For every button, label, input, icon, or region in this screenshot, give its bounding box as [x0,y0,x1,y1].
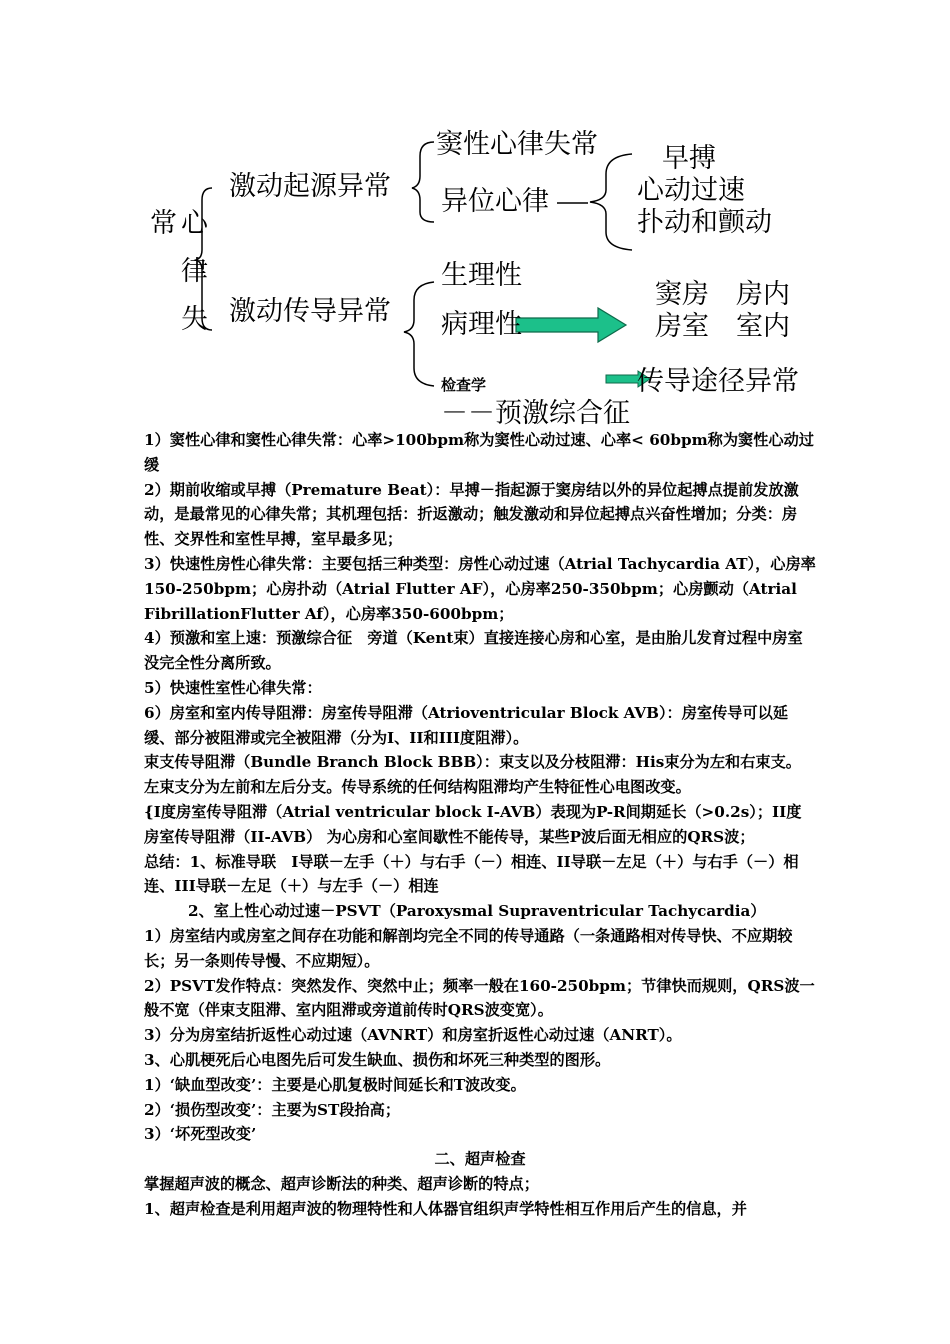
patho-label: 病理性 [441,309,522,340]
section-title: 二、超声检查 [434,1150,526,1169]
paragraph: 6）房室和室内传导阻滞：房室传导阻滞（Atrioventricular Block AVB）：房室传导可以延缓、部分被阻滞或完全被阻滞（分为I、II和III度阻滞）。 [144,703,789,747]
paragraph: 4）预激和室上速：预激综合征 旁道（Kent束）直接连接心房和心室，是由胎儿发育过程中房室没完全性分离所致。 [144,629,803,673]
sa-intra-label: 窦房 房内 [655,279,790,310]
paragraph: 1、超声检查是利用超声波的物理特性和人体器官组织声学特性相互作用后产生的信息，并 [144,1199,747,1218]
conduction-label: 激动传导异常 [229,296,391,327]
preexc-label: －－预激综合征 [441,398,630,429]
paragraph: 1）窦性心律和窦性心律失常：心率>100bpm称为窦性心动过速、心率< 60bpm称为窦性心动过缓 [144,431,814,474]
paragraph: 3）分为房室结折返性心动过速（AVNRT）和房室折返性心动过速（ANRT）。 [144,1026,682,1045]
origin-brace [412,142,434,222]
paragraph: 1）‘缺血型改变’：主要是心肌复极时间延长和T波改变。 [144,1075,526,1094]
av-intra-label: 房室 室内 [655,311,790,342]
notes-body [144,428,816,1222]
tachy-label: 心动过速 [637,175,745,206]
paragraph: 掌握超声波的概念、超声诊断法的种类、超声诊断的特点； [144,1174,539,1193]
paragraph: 2）PSVT发作特点：突然发作、突然中止；频率一般在160-250bpm；节律快而规则，QRS波一般不宽（伴束支阻滞、室内阻滞或旁道前传时QRS波变宽）。 [144,976,815,1020]
root-char-4: 常 [150,208,177,239]
paragraph: 束支传导阻滞（Bundle Branch Block BBB）：束支以及分枝阻滞：His束分为左和右束支。左束支分为左前和左后分支。传导系统的任何结构阻滞均产生特征性心电图改变。 [144,753,801,797]
paragraph: 3、心肌梗死后心电图先后可发生缺血、损伤和坏死三种类型的图形。 [144,1050,611,1069]
paragraph: 3）快速性房性心律失常：主要包括三种类型：房性心动过速（Atrial Tachycardia AT），心房率150-250bpm；心房扑动（Atrial Flutter AF），心房率250-350bpm；心房颤动（Atrial FibrillationFlutter Af），心房率350-600bpm； [144,554,816,623]
origin-label: 激动起源异常 [229,171,391,202]
ectopic-brace [590,154,632,250]
arrhythmia-classification-diagram [0,0,950,430]
paragraph: 5）快速性室性心律失常： [144,678,322,697]
paragraph: 3）‘坏死型改变’ [144,1125,257,1144]
flutter-label: 扑动和颤动 [637,207,772,238]
root-char-2: 律 [181,256,208,287]
physio-label: 生理性 [441,260,522,291]
paragraph: 1）房室结内或房室之间存在功能和解剖均完全不同的传导通路（一条通路相对传导快、不应期较长；另一条则传导慢、不应期短）。 [144,926,793,970]
paragraph: 总结：1、标准导联 I导联－左手（＋）与右手（－）相连、II导联－左足（＋）与右手（－）相连、III导联－左足（＋）与左手（－）相连 [144,852,799,896]
conduction-brace [404,282,434,386]
paragraph: 2）期前收缩或早搏（Premature Beat）：早搏－指起源于窦房结以外的异位起搏点提前发放激动，是最常见的心律失常；其机理包括：折返激动；触发激动和异位起搏点兴奋性增加；分类：房性、交界性和室性早搏，室早最多见； [144,480,799,549]
root-char-1: 心 [181,208,208,239]
paragraph: {I度房室传导阻滞（Atrial ventricular block I-AVB）表现为P-R间期延长（>0.2s）；II度房室传导阻滞（II-AVB） 为心房和心室间歇性不能传导，某些P波后面无相应的QRS波； [144,802,802,846]
section-heading: 2、室上性心动过速－PSVT（Paroxysmal Supraventricular Tachycardia） [188,902,766,921]
ectopic-label: 异位心律 [441,186,549,217]
path-abn-label: 传导途径异常 [637,366,799,397]
sinus-label: 窦性心律失常 [436,129,598,160]
paragraph: 2）‘损伤型改变’：主要为ST段抬高； [144,1100,401,1119]
root-char-3: 失 [181,304,208,335]
premature-label: 早搏 [662,143,716,174]
check-label: 检查学 [441,376,487,394]
big-arrow [516,308,626,342]
